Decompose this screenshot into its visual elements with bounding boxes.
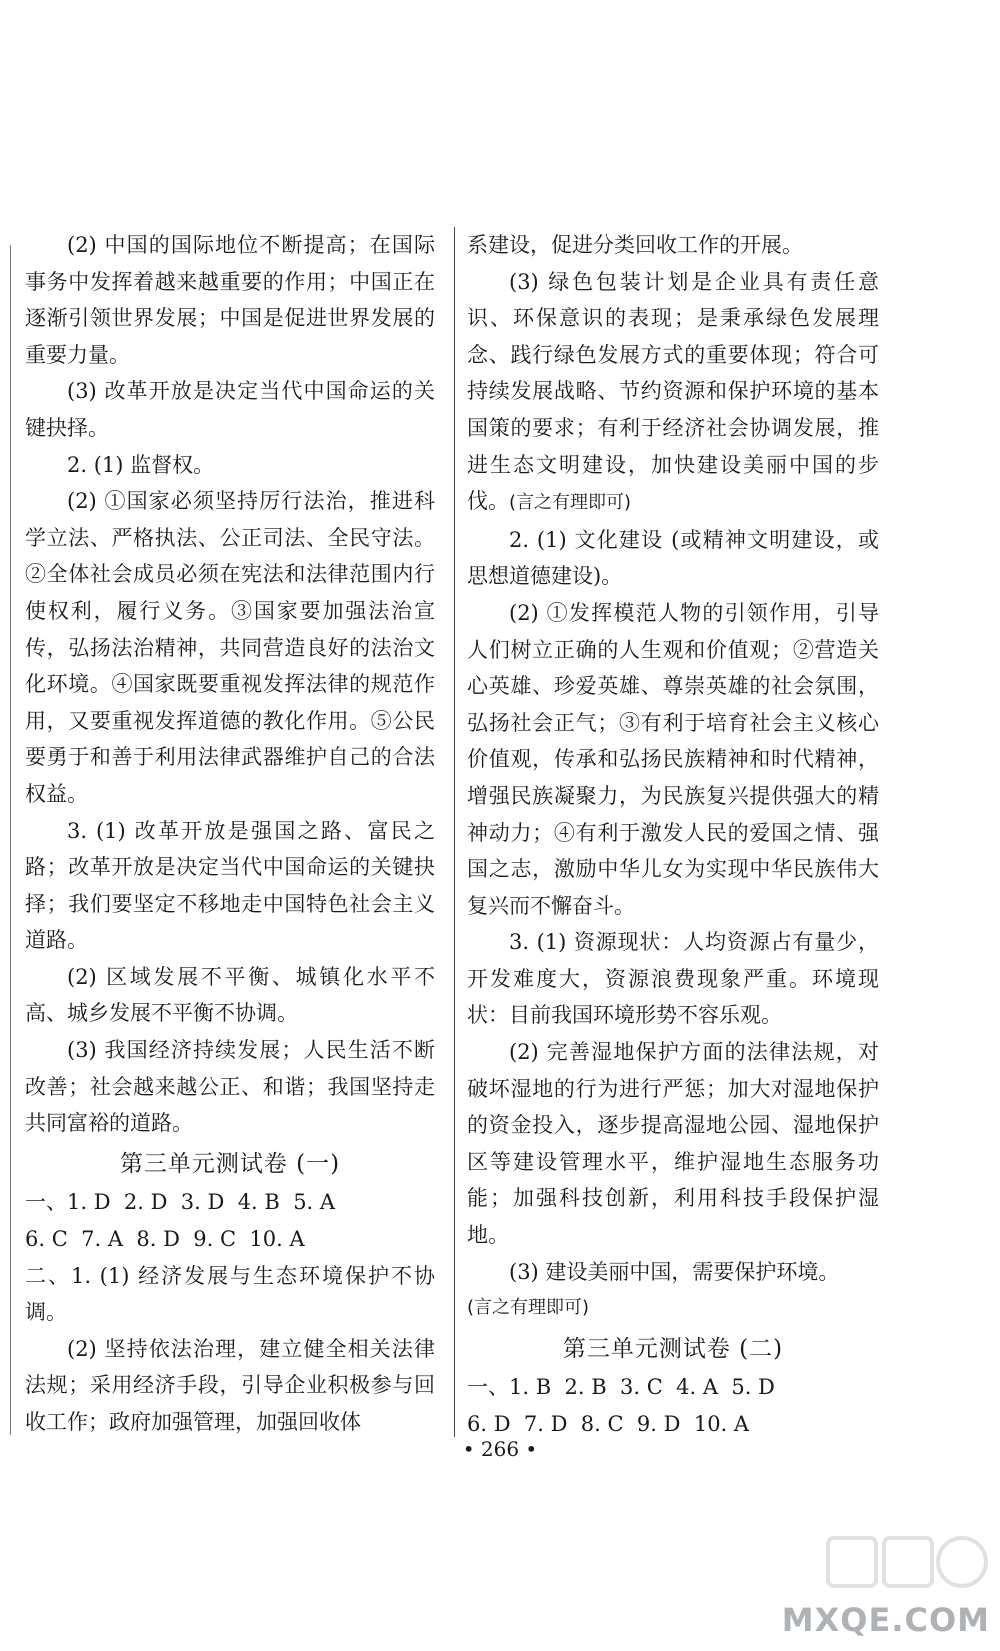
paragraph: (2) 区域发展不平衡、城镇化水平不高、城乡发展不平衡不协调。	[25, 964, 435, 1026]
left-column	[25, 227, 435, 1441]
paragraph: (2) 完善湿地保护方面的法律法规，对破坏湿地的行为进行严惩；加大对湿地保护的资金投入，逐步提高湿地公园、湿地保护区等建设管理水平，维护湿地生态服务功能；加强科技创新，利用科技手段保护湿地。	[467, 1040, 879, 1248]
section-title: 第三单元测试卷 (一)	[119, 1150, 341, 1177]
paragraph: 3. (1) 改革开放是强国之路、富民之路；改革开放是决定当代中国命运的关键抉择；我们要坚定不移地走中国特色社会主义道路。	[25, 818, 435, 953]
right-column	[467, 227, 879, 1443]
paragraph: (3) 改革开放是决定当代中国命运的关键抉择。	[25, 379, 435, 440]
paragraph: 2. (1) 文化建设 (或精神文明建设，或思想道德建设)。	[467, 527, 879, 589]
paragraph	[467, 264, 879, 522]
watermark-site-text: MXQE.COM	[781, 1601, 990, 1639]
note: (言之有理即可)	[509, 492, 632, 514]
answer-key-row: 6. D 7. D 8. C 9. D 10. A	[467, 1412, 750, 1436]
paragraph: 二、1. (1) 经济发展与生态环境保护不协调。	[25, 1263, 435, 1325]
column-divider	[454, 227, 455, 1437]
paragraph: 3. (1) 资源现状：人均资源占有量少，开发难度大，资源浪费现象严重。环境现状：目前我国环境形势不容乐观。	[467, 930, 879, 1028]
paragraph: 2. (1) 监督权。	[67, 452, 215, 477]
paragraph: (2) ①国家必须坚持厉行法治，推进科学立法、严格执法、公正司法、全民守法。②全体社会成员必须在宪法和法律范围内行使权利，履行义务。③国家要加强法治宣传，弘扬法治精神，共同营造良好的法治文化环境。④国家既要重视发挥法律的规范作用，又要重视发挥道德的教化作用。⑤公民要勇于和善于利用法律武器维护自己的合法权益。	[25, 489, 435, 806]
note: (言之有理即可)	[467, 1297, 590, 1319]
answer-key-row: 一、1. D 2. D 3. D 4. B 5. A	[25, 1190, 336, 1215]
paragraph-text: (3) 绿色包装计划是企业具有责任意识、环保意识的表现；是秉承绿色发展理念、践行绿色发展方式的重要体现；符合可持续发展战略、节约资源和保护环境的基本国策的要求；有利于经济社会协调发展，推进生态文明建设，加快建设美丽中国的步伐。	[467, 269, 879, 514]
paragraph: (3) 我国经济持续发展；人民生活不断改善；社会越来越公正、和谐；我国坚持走共同富裕的道路。	[25, 1038, 435, 1136]
answer-key-row: 一、1. B 2. B 3. C 4. A 5. D	[467, 1375, 775, 1400]
section-title: 第三单元测试卷 (二)	[562, 1335, 784, 1362]
paragraph: (2) 坚持依法治理，建立健全相关法律法规；采用经济手段，引导企业积极参与回收工作；政府加强管理，加强回收体	[25, 1336, 435, 1434]
page-number: • 266 •	[462, 1437, 538, 1461]
answer-key-row: 6. C 7. A 8. D 9. C 10. A	[25, 1227, 305, 1252]
paragraph: 系建设，促进分类回收工作的开展。	[467, 233, 803, 257]
paragraph: (2) ①发挥模范人物的引领作用，引导人们树立正确的人生观和价值观；②营造关心英雄、珍爱英雄、尊崇英雄的社会氛围，弘扬社会正气；③有利于培育社会主义核心价值观，传承和弘扬民族精神和时代精神，增强民族凝聚力，为民族复兴提供强大的精神动力；④有利于激发人民的爱国之情、强国之志，激励中华儿女为实现中华民族伟大复兴而不懈奋斗。	[467, 600, 879, 918]
paragraph: (3) 建设美丽中国，需要保护环境。	[509, 1259, 840, 1284]
paragraph: (2) 中国的国际地位不断提高；在国际事务中发挥着越来越重要的作用；中国正在逐渐引领世界发展；中国是促进世界发展的重要力量。	[25, 233, 435, 367]
scan-edge-line	[10, 245, 11, 1435]
